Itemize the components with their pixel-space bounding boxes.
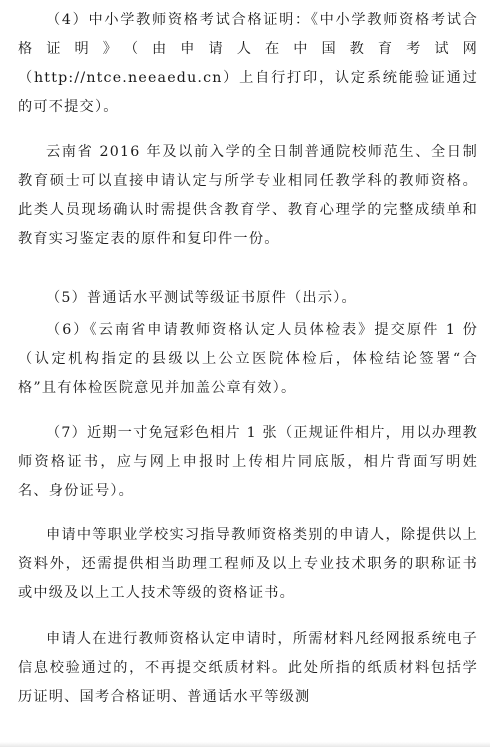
page-bottom-edge: [0, 742, 490, 747]
paragraph-normal-student-rule: 云南省 2016 年及以前入学的全日制普通院校师范生、全日制教育硕士可以直接申请认定与所学专业相同任教学科的教师资格。此类人员现场确认时需提供含教育学、教育心理学的完整成绩单和教育实习鉴定表的原件和复印件一份。: [18, 144, 478, 247]
paragraph-online-verification: 申请人在进行教师资格认定申请时，所需材料凡经网报系统电子信息校验通过的，不再提交纸质材料。此处所指的纸质材料包括学历证明、国考合格证明、普通话水平等级测: [18, 631, 478, 705]
paragraph-vocational-instructor: 申请中等职业学校实习指导教师资格类别的申请人，除提供以上资料外，还需提供相当助理工程师及以上专业技术职务的职称证书或中级及以上工人技术等级的资格证书。: [18, 527, 478, 601]
paragraph-item-6-health-form: （6）《云南省申请教师资格认定人员体检表》提交原件 1 份（认定机构指定的县级以上公立医院体检后，体检结论签署“合格”且有体检医院意见并加盖公章有效）。: [18, 322, 478, 396]
paragraph-item-7-photo: （7）近期一寸免冠彩色相片 1 张（正规证件相片，用以办理教师资格证书，应与网上申报时上传相片同底版，相片背面写明姓名、身份证号）。: [18, 425, 478, 499]
paragraph-item-4-exam-certificate: （4）中小学教师资格考试合格证明：《中小学教师资格考试合格证明》（由申请人在中国教育考试网（http://ntce.neeaedu.cn）上自行打印，认定系统能验证通过的可不提交）。: [18, 12, 478, 115]
paragraph-item-5-mandarin-certificate: （5）普通话水平测试等级证书原件（出示）。: [46, 290, 357, 306]
